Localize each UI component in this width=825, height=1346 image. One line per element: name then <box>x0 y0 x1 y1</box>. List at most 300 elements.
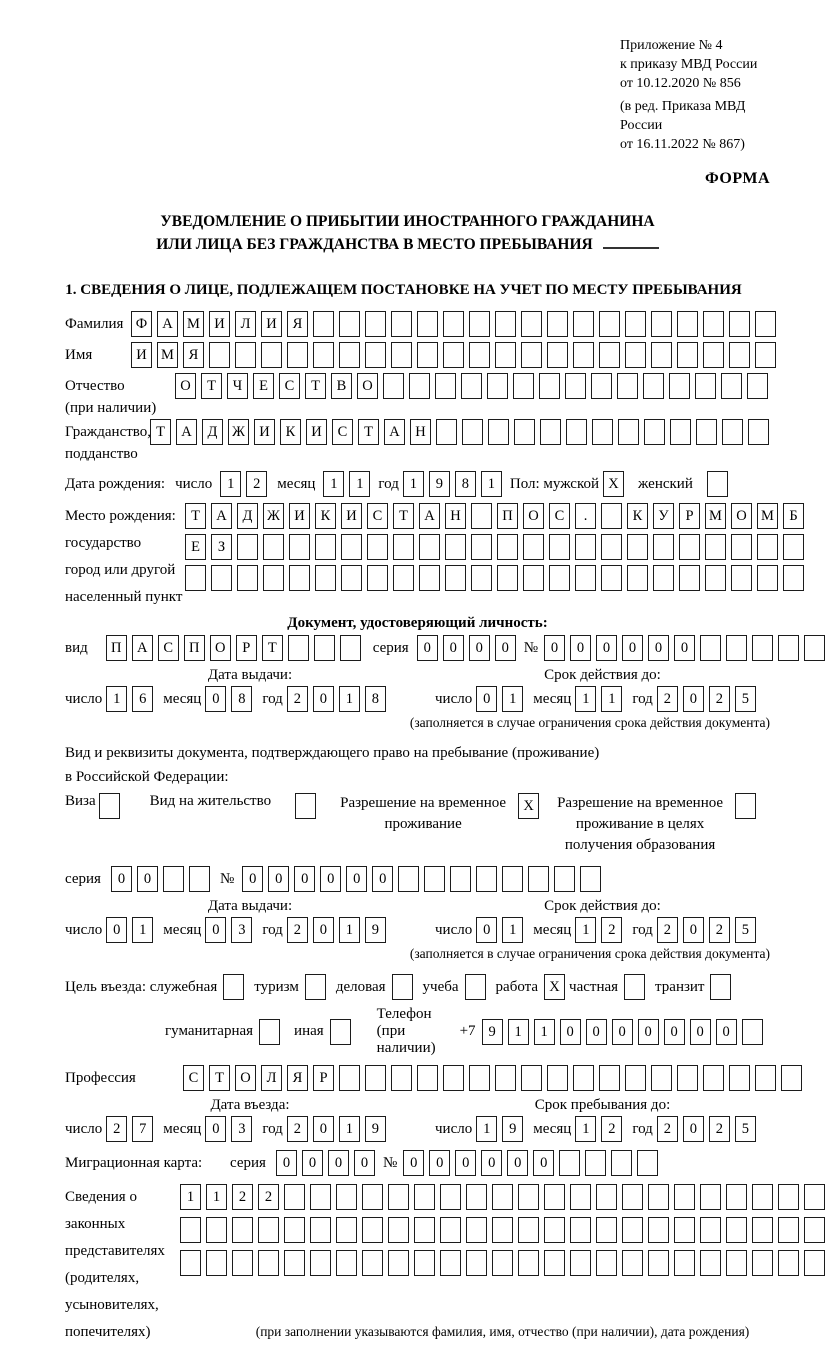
migration-series-cell[interactable]: 0 <box>302 1150 323 1176</box>
citizenship-char-cell[interactable] <box>696 419 717 445</box>
citizenship-char-cell[interactable] <box>592 419 613 445</box>
visa-cell[interactable] <box>99 793 120 819</box>
identity-number-cell[interactable] <box>726 635 747 661</box>
profession-char-cell[interactable] <box>365 1065 386 1091</box>
rep-char-cell[interactable] <box>492 1184 513 1210</box>
rep-char-cell[interactable] <box>518 1184 539 1210</box>
surname-char-cell[interactable]: И <box>261 311 282 337</box>
residence-valid-day-cell[interactable]: 1 <box>502 917 523 943</box>
citizenship-char-cell[interactable] <box>722 419 743 445</box>
residence-number-cell[interactable] <box>502 866 523 892</box>
firstname-char-cell[interactable] <box>495 342 516 368</box>
birthplace-char-cell[interactable] <box>445 565 466 591</box>
residence-series-cell[interactable]: 0 <box>137 866 158 892</box>
identity-issue-year-cell[interactable]: 8 <box>365 686 386 712</box>
profession-char-cell[interactable] <box>547 1065 568 1091</box>
citizenship-char-cell[interactable]: А <box>176 419 197 445</box>
firstname-char-cell[interactable] <box>235 342 256 368</box>
birthplace-char-cell[interactable] <box>263 534 284 560</box>
birthplace-char-cell[interactable] <box>549 565 570 591</box>
identity-issue-year-cell[interactable]: 2 <box>287 686 308 712</box>
citizenship-char-cell[interactable] <box>670 419 691 445</box>
stay-year-cell[interactable]: 2 <box>709 1116 730 1142</box>
citizenship-char-cell[interactable] <box>462 419 483 445</box>
birthplace-char-cell[interactable] <box>497 534 518 560</box>
purpose-humanitarian-cell[interactable] <box>259 1019 280 1045</box>
birthplace-char-cell[interactable]: У <box>653 503 674 529</box>
surname-char-cell[interactable] <box>547 311 568 337</box>
entry-year-cell[interactable]: 9 <box>365 1116 386 1142</box>
firstname-char-cell[interactable] <box>287 342 308 368</box>
firstname-char-cell[interactable]: Я <box>183 342 204 368</box>
entry-year-cell[interactable]: 0 <box>313 1116 334 1142</box>
birthplace-char-cell[interactable] <box>783 534 804 560</box>
surname-char-cell[interactable]: А <box>157 311 178 337</box>
rep-char-cell[interactable] <box>310 1184 331 1210</box>
rep-char-cell[interactable] <box>336 1217 357 1243</box>
identity-kind-cell[interactable]: Т <box>262 635 283 661</box>
residence-valid-month-cell[interactable]: 2 <box>601 917 622 943</box>
firstname-char-cell[interactable] <box>391 342 412 368</box>
stay-month-cell[interactable]: 1 <box>575 1116 596 1142</box>
birthplace-char-cell[interactable]: Т <box>185 503 206 529</box>
identity-kind-cell[interactable] <box>340 635 361 661</box>
patronymic-char-cell[interactable]: Е <box>253 373 274 399</box>
migration-number-cell[interactable] <box>637 1150 658 1176</box>
citizenship-char-cell[interactable]: Ж <box>228 419 249 445</box>
birthplace-char-cell[interactable] <box>601 534 622 560</box>
purpose-official-cell[interactable] <box>223 974 244 1000</box>
residence-valid-year-cell[interactable]: 2 <box>657 917 678 943</box>
birthplace-char-cell[interactable] <box>419 565 440 591</box>
purpose-tourism-cell[interactable] <box>305 974 326 1000</box>
birthplace-char-cell[interactable]: Е <box>185 534 206 560</box>
rep-char-cell[interactable] <box>206 1217 227 1243</box>
rep-char-cell[interactable] <box>804 1217 825 1243</box>
birthplace-char-cell[interactable] <box>523 534 544 560</box>
identity-valid-year-cell[interactable]: 2 <box>709 686 730 712</box>
birthplace-char-cell[interactable]: П <box>497 503 518 529</box>
firstname-char-cell[interactable] <box>209 342 230 368</box>
birthplace-char-cell[interactable] <box>627 534 648 560</box>
residence-issue-month-cell[interactable]: 0 <box>205 917 226 943</box>
identity-series-cell[interactable]: 0 <box>469 635 490 661</box>
birthdate-month-cell[interactable]: 1 <box>323 471 344 497</box>
birthplace-char-cell[interactable] <box>731 534 752 560</box>
profession-char-cell[interactable] <box>677 1065 698 1091</box>
residence-number-cell[interactable] <box>450 866 471 892</box>
birthplace-char-cell[interactable] <box>367 534 388 560</box>
birthplace-char-cell[interactable]: Р <box>679 503 700 529</box>
rep-char-cell[interactable] <box>778 1217 799 1243</box>
identity-valid-year-cell[interactable]: 5 <box>735 686 756 712</box>
residence-series-cell[interactable]: 0 <box>111 866 132 892</box>
birthdate-day-cell[interactable]: 2 <box>246 471 267 497</box>
residence-valid-month-cell[interactable]: 1 <box>575 917 596 943</box>
identity-number-cell[interactable] <box>752 635 773 661</box>
surname-char-cell[interactable] <box>651 311 672 337</box>
profession-char-cell[interactable] <box>755 1065 776 1091</box>
profession-char-cell[interactable] <box>573 1065 594 1091</box>
rep-char-cell[interactable] <box>596 1184 617 1210</box>
residence-issue-year-cell[interactable]: 1 <box>339 917 360 943</box>
edu-permit-cell[interactable] <box>735 793 756 819</box>
entry-month-cell[interactable]: 3 <box>231 1116 252 1142</box>
patronymic-char-cell[interactable]: Т <box>201 373 222 399</box>
surname-char-cell[interactable] <box>339 311 360 337</box>
purpose-work-cell[interactable]: X <box>544 974 565 1000</box>
birthplace-char-cell[interactable] <box>445 534 466 560</box>
birthplace-char-cell[interactable] <box>705 565 726 591</box>
residence-issue-year-cell[interactable]: 2 <box>287 917 308 943</box>
citizenship-char-cell[interactable]: К <box>280 419 301 445</box>
firstname-char-cell[interactable] <box>521 342 542 368</box>
identity-series-cell[interactable]: 0 <box>495 635 516 661</box>
migration-series-cell[interactable]: 0 <box>328 1150 349 1176</box>
residence-number-cell[interactable]: 0 <box>372 866 393 892</box>
identity-kind-cell[interactable]: С <box>158 635 179 661</box>
rep-char-cell[interactable] <box>466 1250 487 1276</box>
rep-char-cell[interactable] <box>492 1250 513 1276</box>
rep-char-cell[interactable] <box>206 1250 227 1276</box>
firstname-char-cell[interactable] <box>313 342 334 368</box>
profession-char-cell[interactable]: С <box>183 1065 204 1091</box>
rep-char-cell[interactable] <box>414 1250 435 1276</box>
birthplace-char-cell[interactable]: Ж <box>263 503 284 529</box>
rep-char-cell[interactable]: 1 <box>180 1184 201 1210</box>
surname-char-cell[interactable]: М <box>183 311 204 337</box>
rep-char-cell[interactable] <box>622 1217 643 1243</box>
firstname-char-cell[interactable] <box>703 342 724 368</box>
rep-char-cell[interactable] <box>648 1184 669 1210</box>
birthplace-char-cell[interactable] <box>653 565 674 591</box>
birthplace-char-cell[interactable]: Б <box>783 503 804 529</box>
phone-digit-cell[interactable]: 9 <box>482 1019 503 1045</box>
rep-char-cell[interactable] <box>596 1217 617 1243</box>
identity-series-cell[interactable]: 0 <box>443 635 464 661</box>
citizenship-char-cell[interactable]: Т <box>358 419 379 445</box>
birthplace-char-cell[interactable] <box>263 565 284 591</box>
citizenship-char-cell[interactable]: Д <box>202 419 223 445</box>
identity-issue-year-cell[interactable]: 0 <box>313 686 334 712</box>
purpose-study-cell[interactable] <box>465 974 486 1000</box>
surname-char-cell[interactable] <box>391 311 412 337</box>
profession-char-cell[interactable]: Л <box>261 1065 282 1091</box>
firstname-char-cell[interactable] <box>547 342 568 368</box>
firstname-char-cell[interactable] <box>651 342 672 368</box>
identity-number-cell[interactable] <box>804 635 825 661</box>
migration-series-cell[interactable]: 0 <box>276 1150 297 1176</box>
identity-number-cell[interactable]: 0 <box>648 635 669 661</box>
birthplace-char-cell[interactable] <box>731 565 752 591</box>
profession-char-cell[interactable] <box>339 1065 360 1091</box>
birthplace-char-cell[interactable] <box>367 565 388 591</box>
citizenship-char-cell[interactable]: И <box>254 419 275 445</box>
firstname-char-cell[interactable] <box>261 342 282 368</box>
identity-issue-day-cell[interactable]: 1 <box>106 686 127 712</box>
citizenship-char-cell[interactable]: Т <box>150 419 171 445</box>
birthplace-char-cell[interactable] <box>757 565 778 591</box>
surname-char-cell[interactable] <box>365 311 386 337</box>
patronymic-char-cell[interactable] <box>565 373 586 399</box>
rep-char-cell[interactable] <box>752 1184 773 1210</box>
surname-char-cell[interactable] <box>703 311 724 337</box>
phone-digit-cell[interactable]: 0 <box>560 1019 581 1045</box>
birthplace-char-cell[interactable] <box>705 534 726 560</box>
rep-char-cell[interactable] <box>648 1217 669 1243</box>
birthplace-char-cell[interactable] <box>783 565 804 591</box>
firstname-char-cell[interactable]: И <box>131 342 152 368</box>
rep-char-cell[interactable] <box>778 1250 799 1276</box>
citizenship-char-cell[interactable] <box>540 419 561 445</box>
birthplace-char-cell[interactable] <box>497 565 518 591</box>
citizenship-char-cell[interactable] <box>514 419 535 445</box>
profession-char-cell[interactable] <box>391 1065 412 1091</box>
sex-male-cell[interactable]: X <box>603 471 624 497</box>
patronymic-char-cell[interactable]: О <box>357 373 378 399</box>
residence-series-cell[interactable] <box>163 866 184 892</box>
birthplace-char-cell[interactable] <box>549 534 570 560</box>
birthplace-char-cell[interactable] <box>185 565 206 591</box>
rep-char-cell[interactable] <box>466 1217 487 1243</box>
firstname-char-cell[interactable] <box>729 342 750 368</box>
rep-char-cell[interactable] <box>726 1184 747 1210</box>
migration-number-cell[interactable]: 0 <box>507 1150 528 1176</box>
purpose-transit-cell[interactable] <box>710 974 731 1000</box>
rep-char-cell[interactable] <box>466 1184 487 1210</box>
rep-char-cell[interactable] <box>388 1217 409 1243</box>
profession-char-cell[interactable] <box>703 1065 724 1091</box>
residence-number-cell[interactable] <box>528 866 549 892</box>
rep-char-cell[interactable] <box>544 1250 565 1276</box>
surname-char-cell[interactable] <box>521 311 542 337</box>
migration-series-cell[interactable]: 0 <box>354 1150 375 1176</box>
rep-char-cell[interactable] <box>232 1250 253 1276</box>
surname-char-cell[interactable] <box>729 311 750 337</box>
birthplace-char-cell[interactable]: А <box>211 503 232 529</box>
rep-char-cell[interactable] <box>570 1250 591 1276</box>
stay-day-cell[interactable]: 9 <box>502 1116 523 1142</box>
patronymic-char-cell[interactable] <box>513 373 534 399</box>
surname-char-cell[interactable] <box>313 311 334 337</box>
residence-number-cell[interactable]: 0 <box>320 866 341 892</box>
rep-char-cell[interactable] <box>284 1184 305 1210</box>
phone-digit-cell[interactable]: 0 <box>638 1019 659 1045</box>
residence-issue-month-cell[interactable]: 3 <box>231 917 252 943</box>
rep-char-cell[interactable] <box>388 1184 409 1210</box>
patronymic-char-cell[interactable] <box>409 373 430 399</box>
migration-number-cell[interactable] <box>559 1150 580 1176</box>
citizenship-char-cell[interactable] <box>748 419 769 445</box>
profession-char-cell[interactable] <box>651 1065 672 1091</box>
identity-kind-cell[interactable]: П <box>184 635 205 661</box>
rep-char-cell[interactable] <box>310 1217 331 1243</box>
stay-year-cell[interactable]: 0 <box>683 1116 704 1142</box>
identity-valid-year-cell[interactable]: 2 <box>657 686 678 712</box>
patronymic-char-cell[interactable] <box>669 373 690 399</box>
residence-issue-day-cell[interactable]: 0 <box>106 917 127 943</box>
residence-issue-day-cell[interactable]: 1 <box>132 917 153 943</box>
profession-char-cell[interactable] <box>729 1065 750 1091</box>
rep-char-cell[interactable] <box>752 1217 773 1243</box>
citizenship-char-cell[interactable]: Н <box>410 419 431 445</box>
surname-char-cell[interactable] <box>417 311 438 337</box>
birthplace-char-cell[interactable] <box>393 534 414 560</box>
surname-char-cell[interactable]: Ф <box>131 311 152 337</box>
birthdate-day-cell[interactable]: 1 <box>220 471 241 497</box>
citizenship-char-cell[interactable] <box>488 419 509 445</box>
birthplace-char-cell[interactable]: Н <box>445 503 466 529</box>
profession-char-cell[interactable] <box>625 1065 646 1091</box>
rep-char-cell[interactable] <box>284 1217 305 1243</box>
firstname-char-cell[interactable] <box>677 342 698 368</box>
citizenship-char-cell[interactable]: И <box>306 419 327 445</box>
birthplace-char-cell[interactable]: С <box>549 503 570 529</box>
rep-char-cell[interactable] <box>570 1217 591 1243</box>
purpose-business-cell[interactable] <box>392 974 413 1000</box>
rep-char-cell[interactable] <box>336 1250 357 1276</box>
identity-number-cell[interactable]: 0 <box>622 635 643 661</box>
rep-char-cell[interactable] <box>726 1217 747 1243</box>
rep-char-cell[interactable] <box>492 1217 513 1243</box>
rep-char-cell[interactable] <box>648 1250 669 1276</box>
identity-issue-month-cell[interactable]: 8 <box>231 686 252 712</box>
purpose-private-cell[interactable] <box>624 974 645 1000</box>
residence-number-cell[interactable] <box>476 866 497 892</box>
phone-digit-cell[interactable]: 0 <box>586 1019 607 1045</box>
entry-day-cell[interactable]: 2 <box>106 1116 127 1142</box>
birthplace-char-cell[interactable]: И <box>289 503 310 529</box>
rep-char-cell[interactable] <box>362 1184 383 1210</box>
temp-permit-cell[interactable]: X <box>518 793 539 819</box>
birthplace-char-cell[interactable] <box>419 534 440 560</box>
birthplace-char-cell[interactable] <box>237 534 258 560</box>
rep-char-cell[interactable] <box>258 1250 279 1276</box>
birthplace-char-cell[interactable]: М <box>757 503 778 529</box>
birthplace-char-cell[interactable] <box>315 565 336 591</box>
entry-year-cell[interactable]: 2 <box>287 1116 308 1142</box>
birthplace-char-cell[interactable]: К <box>627 503 648 529</box>
identity-number-cell[interactable] <box>778 635 799 661</box>
migration-number-cell[interactable]: 0 <box>455 1150 476 1176</box>
profession-char-cell[interactable] <box>599 1065 620 1091</box>
patronymic-char-cell[interactable] <box>591 373 612 399</box>
rep-char-cell[interactable] <box>674 1184 695 1210</box>
stay-day-cell[interactable]: 1 <box>476 1116 497 1142</box>
firstname-char-cell[interactable] <box>339 342 360 368</box>
patronymic-char-cell[interactable] <box>383 373 404 399</box>
birthplace-char-cell[interactable] <box>627 565 648 591</box>
rep-char-cell[interactable] <box>700 1217 721 1243</box>
residence-series-cell[interactable] <box>189 866 210 892</box>
birthdate-year-cell[interactable]: 1 <box>481 471 502 497</box>
rep-char-cell[interactable] <box>440 1184 461 1210</box>
surname-char-cell[interactable]: Я <box>287 311 308 337</box>
birthplace-char-cell[interactable] <box>341 534 362 560</box>
patronymic-char-cell[interactable]: О <box>175 373 196 399</box>
migration-number-cell[interactable]: 0 <box>481 1150 502 1176</box>
identity-number-cell[interactable]: 0 <box>570 635 591 661</box>
identity-valid-day-cell[interactable]: 0 <box>476 686 497 712</box>
patronymic-char-cell[interactable]: В <box>331 373 352 399</box>
stay-year-cell[interactable]: 2 <box>657 1116 678 1142</box>
birthplace-char-cell[interactable]: О <box>523 503 544 529</box>
residence-valid-year-cell[interactable]: 5 <box>735 917 756 943</box>
residence-number-cell[interactable]: 0 <box>242 866 263 892</box>
surname-char-cell[interactable] <box>625 311 646 337</box>
patronymic-char-cell[interactable] <box>487 373 508 399</box>
birthdate-year-cell[interactable]: 9 <box>429 471 450 497</box>
residence-number-cell[interactable]: 0 <box>294 866 315 892</box>
residence-number-cell[interactable] <box>398 866 419 892</box>
surname-char-cell[interactable]: Л <box>235 311 256 337</box>
profession-char-cell[interactable]: О <box>235 1065 256 1091</box>
birthplace-char-cell[interactable]: Т <box>393 503 414 529</box>
rep-char-cell[interactable] <box>440 1217 461 1243</box>
birthdate-year-cell[interactable]: 8 <box>455 471 476 497</box>
citizenship-char-cell[interactable] <box>566 419 587 445</box>
rep-char-cell[interactable] <box>778 1184 799 1210</box>
phone-digit-cell[interactable]: 1 <box>534 1019 555 1045</box>
firstname-char-cell[interactable] <box>599 342 620 368</box>
birthplace-char-cell[interactable] <box>393 565 414 591</box>
profession-char-cell[interactable]: Т <box>209 1065 230 1091</box>
migration-number-cell[interactable] <box>611 1150 632 1176</box>
patronymic-char-cell[interactable]: Ч <box>227 373 248 399</box>
birthplace-char-cell[interactable] <box>575 565 596 591</box>
migration-number-cell[interactable] <box>585 1150 606 1176</box>
rep-char-cell[interactable]: 2 <box>258 1184 279 1210</box>
rep-char-cell[interactable] <box>310 1250 331 1276</box>
phone-digit-cell[interactable]: 0 <box>716 1019 737 1045</box>
profession-char-cell[interactable] <box>495 1065 516 1091</box>
identity-valid-year-cell[interactable]: 0 <box>683 686 704 712</box>
birthplace-char-cell[interactable]: М <box>705 503 726 529</box>
birthplace-char-cell[interactable] <box>315 534 336 560</box>
firstname-char-cell[interactable] <box>625 342 646 368</box>
residence-number-cell[interactable]: 0 <box>268 866 289 892</box>
profession-char-cell[interactable] <box>521 1065 542 1091</box>
birthplace-char-cell[interactable]: О <box>731 503 752 529</box>
rep-char-cell[interactable] <box>622 1184 643 1210</box>
firstname-char-cell[interactable] <box>469 342 490 368</box>
identity-issue-month-cell[interactable]: 0 <box>205 686 226 712</box>
entry-year-cell[interactable]: 1 <box>339 1116 360 1142</box>
birthdate-month-cell[interactable]: 1 <box>349 471 370 497</box>
surname-char-cell[interactable]: И <box>209 311 230 337</box>
residence-issue-year-cell[interactable]: 9 <box>365 917 386 943</box>
profession-char-cell[interactable] <box>417 1065 438 1091</box>
rep-char-cell[interactable] <box>674 1217 695 1243</box>
patronymic-char-cell[interactable] <box>747 373 768 399</box>
identity-issue-day-cell[interactable]: 6 <box>132 686 153 712</box>
birthplace-char-cell[interactable] <box>471 503 492 529</box>
birthplace-char-cell[interactable]: С <box>367 503 388 529</box>
profession-char-cell[interactable]: Р <box>313 1065 334 1091</box>
residence-permit-cell[interactable] <box>295 793 316 819</box>
birthplace-char-cell[interactable]: З <box>211 534 232 560</box>
identity-number-cell[interactable]: 0 <box>596 635 617 661</box>
entry-month-cell[interactable]: 0 <box>205 1116 226 1142</box>
rep-char-cell[interactable] <box>362 1250 383 1276</box>
identity-kind-cell[interactable]: Р <box>236 635 257 661</box>
identity-number-cell[interactable]: 0 <box>544 635 565 661</box>
birthplace-char-cell[interactable] <box>601 565 622 591</box>
birthplace-char-cell[interactable] <box>471 565 492 591</box>
rep-char-cell[interactable] <box>622 1250 643 1276</box>
phone-digit-cell[interactable]: 1 <box>508 1019 529 1045</box>
citizenship-char-cell[interactable]: А <box>384 419 405 445</box>
